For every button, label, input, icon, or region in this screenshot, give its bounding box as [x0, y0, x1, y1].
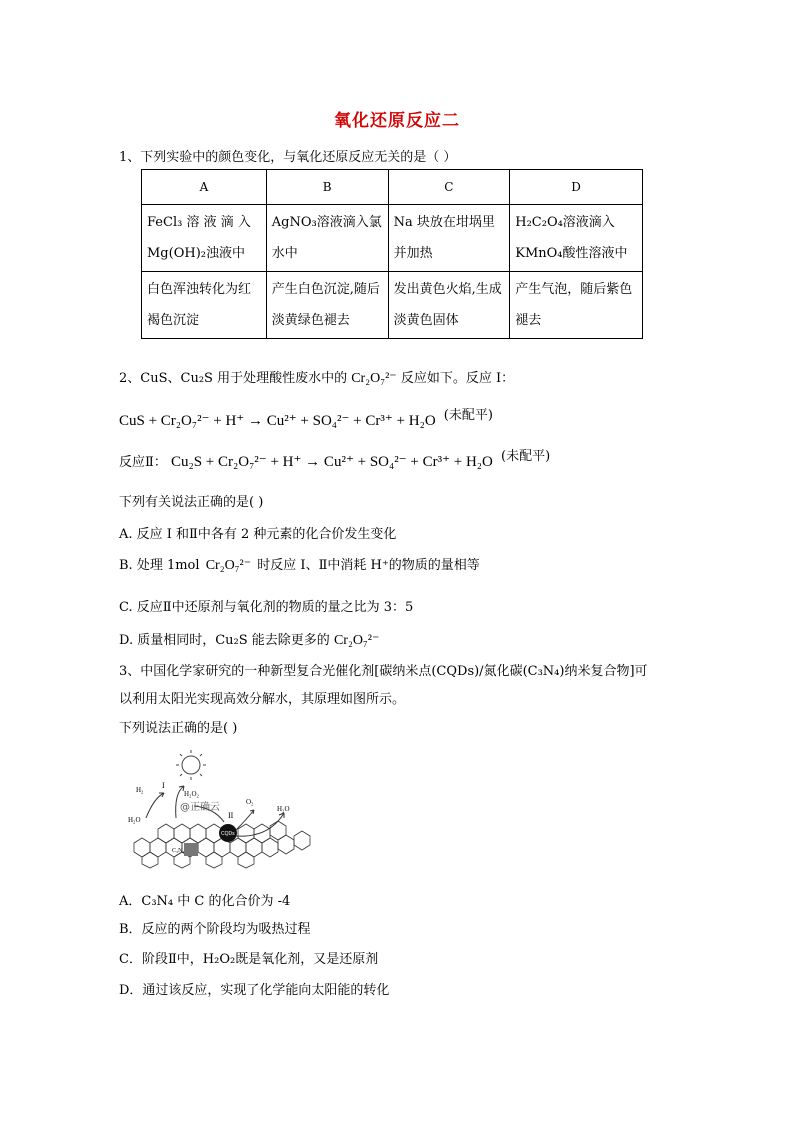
- q3-ask: 下列说法正确的是( ): [119, 721, 238, 736]
- q2-option-d-text: D. 质量相同时，Cu₂S 能去除更多的: [119, 633, 330, 648]
- q3-stem-line2: 以利用太阳光实现高效分解水，其原理如图所示。: [119, 692, 406, 707]
- q2-option-b-start: B. 处理 1mol: [119, 558, 200, 573]
- q2-stem-b: 反应如下。反应 I：: [400, 371, 515, 386]
- q3-option-c: C．阶段Ⅱ中，H₂O₂既是氧化剂，又是还原剂: [119, 952, 379, 967]
- cqds-label: CQDs: [221, 831, 235, 837]
- q2-option-b: [119, 554, 480, 574]
- h2o-right-label: H₂O: [277, 805, 290, 813]
- q2-eq2: Cu₂S + Cr₂O₇²⁻ + H⁺ → Cu²⁺ + SO₄²⁻ + Cr³⁺ + H₂O: [170, 454, 493, 470]
- page-title: 氧化还原反应二: [334, 111, 460, 131]
- h2-label: H₂: [136, 786, 144, 794]
- q2-eq1-note: (未配平): [443, 408, 493, 423]
- q3-option-a: A．C₃N₄ 中 C 的化合价为 -4: [119, 894, 291, 909]
- q1-header-c: C: [388, 170, 510, 205]
- q1-cell-b2: 产生白色沉淀,随后淡黄绿色褪去: [266, 272, 388, 339]
- q1-cell-a1: FeCl₃ 溶 液 滴 入 Mg(OH)₂浊液中: [142, 205, 267, 272]
- q1-cell-b1: AgNO₃溶液滴入氯水中: [266, 205, 388, 272]
- q1-table: [141, 169, 643, 339]
- q1-cell-c1: Na 块放在坩埚里并加热: [388, 205, 510, 272]
- q1-header-d: D: [510, 170, 643, 205]
- q2-option-b-end: 时反应 I、Ⅱ中消耗 H⁺的物质的量相等: [257, 558, 480, 573]
- stage-2-label: II: [228, 811, 234, 820]
- q2-stem-a: 2、CuS、Cu₂S 用于处理酸性废水中的: [119, 371, 348, 386]
- q1-cell-a2: 白色浑浊转化为红褐色沉淀: [142, 272, 267, 339]
- q2-option-b-ion: Cr₂O₇²⁻: [205, 558, 252, 573]
- q1-header-b: B: [266, 170, 388, 205]
- q2-equation-2: [119, 451, 550, 471]
- photocatalyst-diagram: [124, 748, 324, 873]
- q2-ion: Cr₂O₇²⁻: [351, 371, 397, 386]
- q1-header-a: A: [142, 170, 267, 205]
- q2-eq1: CuS + Cr₂O₇²⁻ + H⁺ → Cu²⁺ + SO₄²⁻ + Cr³⁺ + H₂O: [119, 413, 436, 429]
- c3n4-block: [184, 843, 198, 856]
- q3-option-b: B．反应的两个阶段均为吸热过程: [119, 922, 311, 937]
- q1-cell-d1: H₂C₂O₄溶液滴入 KMnO₄酸性溶液中: [510, 205, 643, 272]
- q2-option-d: [119, 629, 379, 649]
- q2-equation-1: [119, 410, 493, 430]
- watermark-text: @正确云: [180, 802, 220, 813]
- q1-cell-d2: 产生气泡，随后紫色褪去: [510, 272, 643, 339]
- h2o-left-label: H₂O: [128, 816, 141, 824]
- o2-label: O₂: [246, 798, 254, 806]
- sun-icon: [176, 750, 206, 780]
- c3n4-label: C₃N₄: [172, 848, 185, 854]
- q1-stem: 1、下列实验中的颜色变化，与氧化还原反应无关的是（ ）: [119, 150, 457, 165]
- q2-eq2-label: 反应Ⅱ：: [119, 455, 167, 470]
- stage-1-label: I: [162, 781, 165, 790]
- q3-option-d: D．通过该反应，实现了化学能向太阳能的转化: [119, 983, 390, 998]
- q2-option-d-ion: Cr₂O₇²⁻: [333, 633, 380, 648]
- q2-option-a: A. 反应 I 和Ⅱ中各有 2 种元素的化合价发生变化: [119, 527, 397, 542]
- q1-cell-c2: 发出黄色火焰,生成淡黄色固体: [388, 272, 510, 339]
- q2-ask: 下列有关说法正确的是( ): [119, 495, 264, 510]
- h2o2-label: H₂O₂: [184, 790, 199, 798]
- q2-stem: [119, 367, 514, 387]
- q2-eq2-note: (未配平): [501, 449, 551, 464]
- q2-option-c: C. 反应Ⅱ中还原剂与氧化剂的物质的量之比为 3：5: [119, 600, 414, 615]
- q3-stem-line1: 3、中国化学家研究的一种新型复合光催化剂[碳纳米点(CQDs)/氮化碳(C₃N₄)纳米复合物]可: [119, 664, 648, 679]
